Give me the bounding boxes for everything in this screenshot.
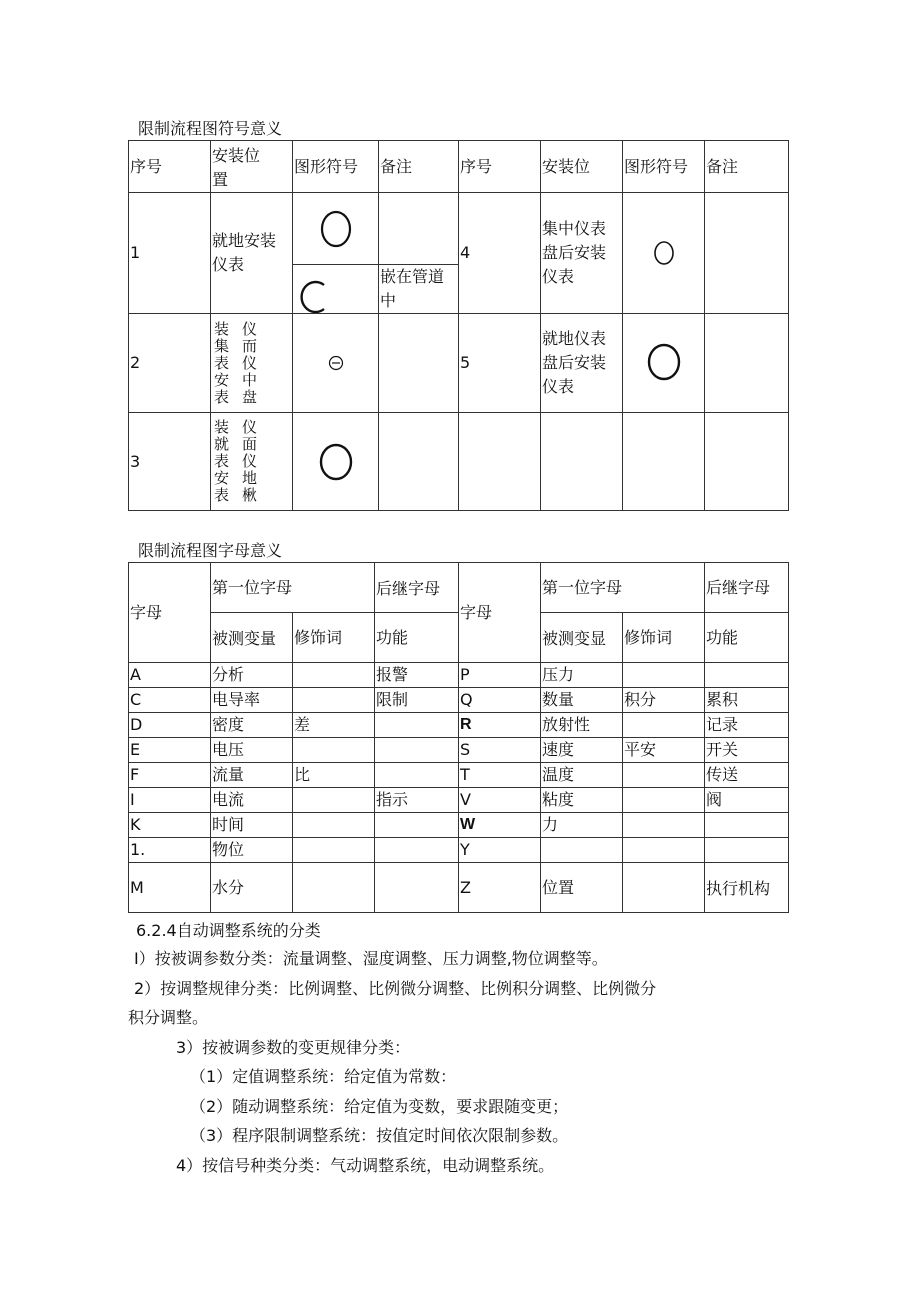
header-cell: 后继字母 [705, 563, 789, 613]
header-text: 被测变量 [212, 629, 277, 648]
measured-cell [541, 838, 623, 863]
measured-cell: 放射性 [541, 713, 623, 738]
letter-table [128, 562, 789, 913]
function-cell: 限制 [375, 688, 459, 713]
location-cell [541, 314, 623, 413]
letter-cell: D [129, 713, 211, 738]
measured-cell: 温度 [541, 763, 623, 788]
modifier-cell [623, 788, 705, 813]
measured-cell: 压力 [541, 663, 623, 688]
function-cell: 传送 [705, 763, 789, 788]
header-cell: 字母 [129, 563, 211, 663]
row-number: 1 [129, 193, 211, 314]
symbol-table [128, 140, 789, 511]
panel-rear-circle-icon [652, 239, 676, 267]
location-text: 就地仪表盘后安装仪表 [542, 329, 607, 396]
modifier-cell [623, 838, 705, 863]
function-cell: 执行机构 [705, 863, 789, 913]
function-cell: 报警 [375, 663, 459, 688]
letter-cell: Y [459, 838, 541, 863]
modifier-cell: 差 [293, 713, 375, 738]
modifier-cell: 积分 [623, 688, 705, 713]
letter-cell: Z [459, 863, 541, 913]
measured-cell: 位置 [541, 863, 623, 913]
empty-cell [705, 413, 789, 511]
function-cell [375, 863, 459, 913]
modifier-cell: 平安 [623, 738, 705, 763]
paragraph: I）按被调参数分类：流量调整、湿度调整、压力调整,物位调整等。 [134, 949, 608, 968]
location-vertical-text: 装就表安表 [214, 418, 230, 504]
letter-cell: Q [459, 688, 541, 713]
letter-cell: W [459, 813, 541, 838]
function-cell: 记录 [705, 713, 789, 738]
measured-cell: 分析 [211, 663, 293, 688]
header-cell: 字母 [459, 563, 541, 663]
measured-cell: 水分 [211, 863, 293, 913]
table1-caption: 限制流程图符号意义 [138, 119, 283, 138]
measured-cell: 粘度 [541, 788, 623, 813]
modifier-cell [623, 713, 705, 738]
header-cell: 第一位字母 [211, 563, 375, 613]
modifier-cell [623, 813, 705, 838]
table2-caption: 限制流程图字母意义 [138, 541, 283, 560]
row-number: 5 [459, 314, 541, 413]
modifier-cell [293, 788, 375, 813]
measured-cell: 数量 [541, 688, 623, 713]
header-cell [211, 141, 293, 193]
letter-cell: S [459, 738, 541, 763]
note-cell [705, 314, 789, 413]
header-cell [211, 613, 293, 663]
function-cell [705, 663, 789, 688]
modifier-cell [623, 763, 705, 788]
letter-cell: C [129, 688, 211, 713]
function-cell [705, 813, 789, 838]
letter-cell: A [129, 663, 211, 688]
modifier-cell [293, 813, 375, 838]
measured-cell: 电流 [211, 788, 293, 813]
symbol-cell [293, 314, 379, 413]
modifier-cell [293, 663, 375, 688]
function-cell: 阀 [705, 788, 789, 813]
header-cell: 修饰词 [623, 613, 705, 663]
header-cell: 功能 [705, 613, 789, 663]
header-cell: 备注 [379, 141, 459, 193]
header-cell: 功能 [375, 613, 459, 663]
symbol-cell [293, 265, 379, 314]
letter-cell: E [129, 738, 211, 763]
measured-cell: 电导率 [211, 688, 293, 713]
header-cell [375, 563, 459, 613]
field-instrument-circle-icon [319, 209, 353, 249]
note-cell [379, 413, 459, 511]
panel-front-circle-icon [327, 354, 345, 372]
row-number: 3 [129, 413, 211, 511]
letter-cell: P [459, 663, 541, 688]
header-cell: 被测变显 [541, 613, 623, 663]
header-cell: 图形符号 [293, 141, 379, 193]
local-panel-rear-circle-icon [646, 342, 682, 384]
measured-cell: 物位 [211, 838, 293, 863]
header-cell: 图形符号 [623, 141, 705, 193]
empty-cell [459, 413, 541, 511]
letter-cell: T [459, 763, 541, 788]
list-item: （1）定值调整系统：给定值为常数： [190, 1067, 457, 1086]
paragraph: 积分调整。 [128, 1008, 209, 1027]
row-number: 2 [129, 314, 211, 413]
measured-cell: 力 [541, 813, 623, 838]
header-cell: 安装位 [541, 141, 623, 193]
letter-cell: I [129, 788, 211, 813]
function-cell: 开关 [705, 738, 789, 763]
modifier-cell [293, 688, 375, 713]
measured-cell: 速度 [541, 738, 623, 763]
section-heading: 6.2.4自动调整系统的分类 [136, 921, 321, 940]
header-text: 安装位置 [212, 146, 261, 189]
location-cell [211, 314, 293, 413]
header-cell: 序号 [459, 141, 541, 193]
list-item: （3）程序限制调整系统：按值定时间依次限制参数。 [190, 1126, 569, 1145]
header-text: 后继字母 [376, 579, 441, 598]
location-vertical-text: 仪面仪地楸 [242, 418, 258, 504]
function-cell: 累积 [705, 688, 789, 713]
location-vertical-text: 装集表安表 [214, 319, 230, 406]
function-cell [375, 713, 459, 738]
modifier-cell [623, 663, 705, 688]
paragraph: 2）按调整规律分类：比例调整、比例微分调整、比例积分调整、比例微分 [134, 979, 657, 998]
function-cell [375, 813, 459, 838]
paragraph: 4）按信号种类分类：气动调整系统，电动调整系统。 [176, 1156, 555, 1175]
letter-cell: K [129, 813, 211, 838]
note-text: 嵌在管道中 [380, 267, 445, 310]
measured-cell: 电压 [211, 738, 293, 763]
empty-cell [541, 413, 623, 511]
symbol-cell [623, 193, 705, 314]
letter-cell: R [459, 713, 541, 738]
location-cell [541, 193, 623, 314]
note-cell [379, 193, 459, 265]
function-cell: 指示 [375, 788, 459, 813]
row-number: 4 [459, 193, 541, 314]
function-cell [375, 838, 459, 863]
modifier-cell [293, 838, 375, 863]
location-text: 就地安装仪表 [212, 231, 277, 274]
measured-cell: 流量 [211, 763, 293, 788]
modifier-cell: 比 [293, 763, 375, 788]
function-cell [375, 763, 459, 788]
pipe-embedded-arc-icon [296, 279, 330, 313]
header-cell: 备注 [705, 141, 789, 193]
symbol-cell [293, 193, 379, 265]
symbol-cell [623, 314, 705, 413]
modifier-cell [293, 863, 375, 913]
location-vertical-text: 仪而仪中盘 [242, 319, 258, 406]
header-cell: 第一位字母 [541, 563, 705, 613]
location-text: 集中仪表盘后安装仪表 [542, 219, 607, 286]
function-cell [705, 838, 789, 863]
empty-cell [623, 413, 705, 511]
measured-cell: 时间 [211, 813, 293, 838]
location-cell [211, 193, 293, 314]
note-cell [705, 193, 789, 314]
measured-cell: 密度 [211, 713, 293, 738]
letter-cell: F [129, 763, 211, 788]
symbol-cell [293, 413, 379, 511]
function-cell [375, 738, 459, 763]
modifier-cell [293, 738, 375, 763]
local-panel-front-circle-icon [318, 441, 354, 483]
location-cell [211, 413, 293, 511]
letter-cell: M [129, 863, 211, 913]
note-cell [379, 314, 459, 413]
header-cell: 序号 [129, 141, 211, 193]
letter-cell: V [459, 788, 541, 813]
paragraph: 3）按被调参数的变更规律分类： [176, 1038, 411, 1057]
modifier-cell [623, 863, 705, 913]
list-item: （2）随动调整系统：给定值为变数，要求跟随变更； [190, 1097, 569, 1116]
letter-cell: 1. [129, 838, 211, 863]
header-cell: 修饰词 [293, 613, 375, 663]
note-cell [379, 265, 459, 314]
